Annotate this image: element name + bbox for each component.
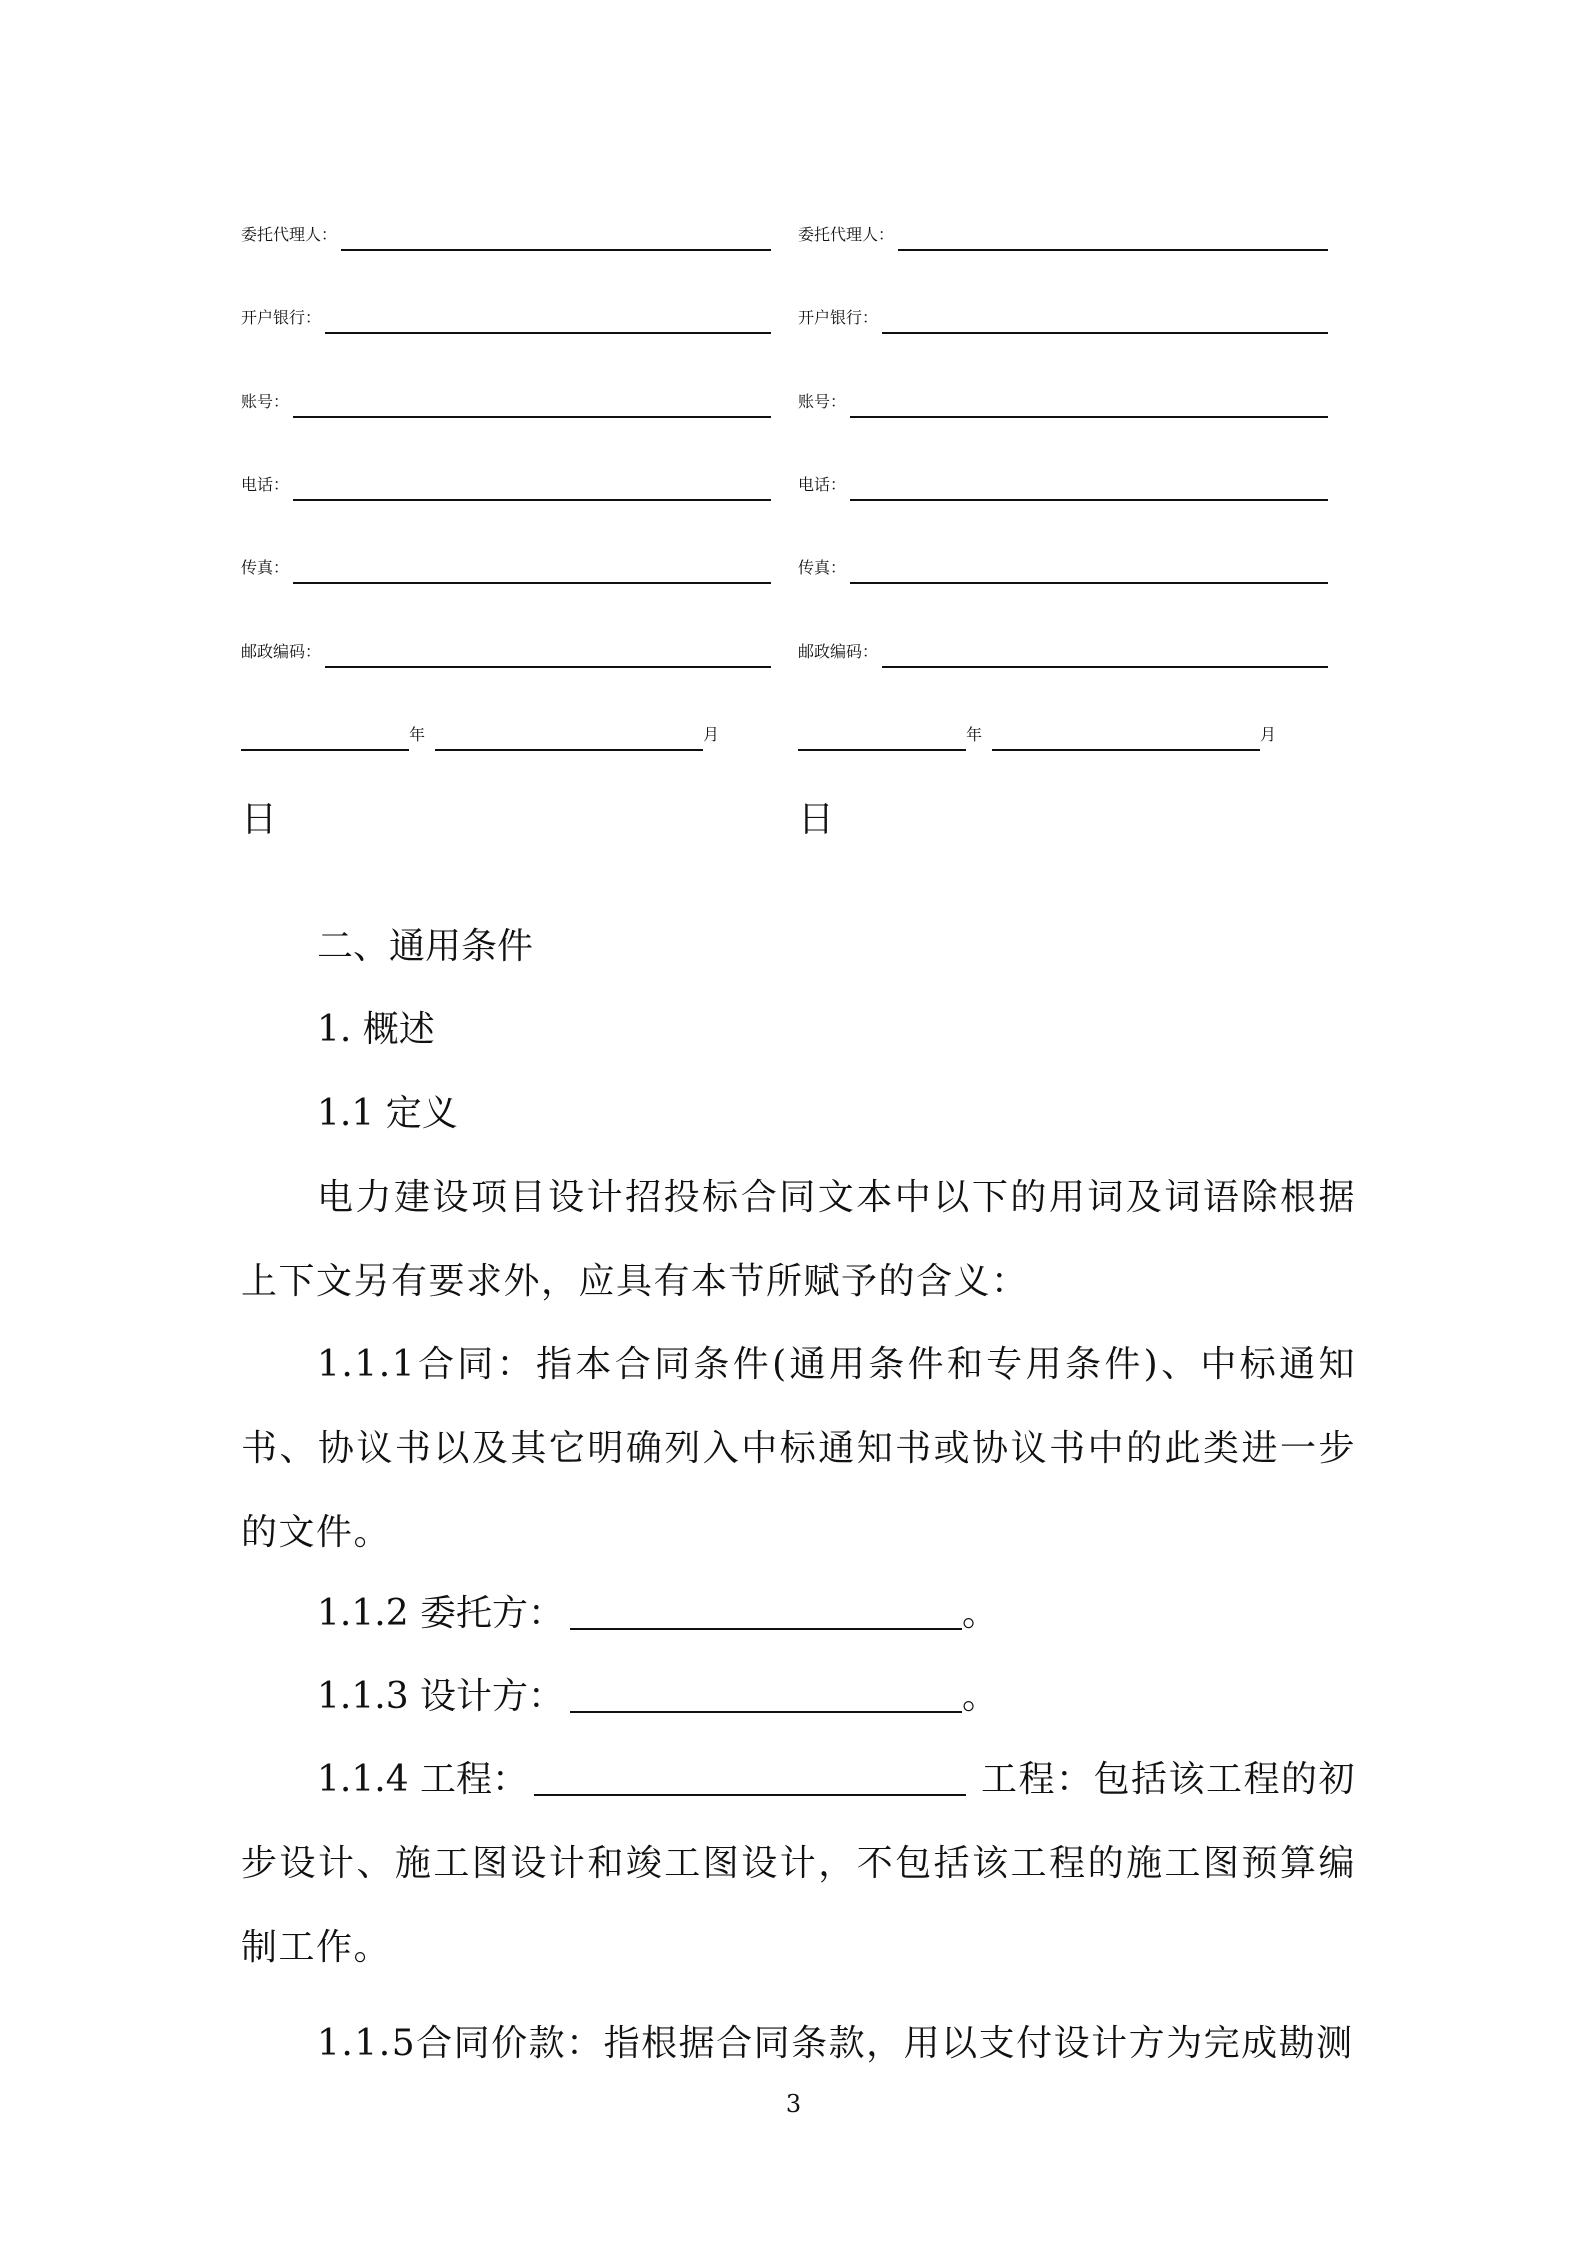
clause-end: 。 [962, 1676, 999, 1717]
field-label: 电话： [241, 475, 290, 494]
left-account-field [241, 372, 771, 432]
left-date-line [241, 705, 771, 765]
right-date-line [798, 705, 1328, 765]
blank-line [570, 1628, 962, 1630]
blank-line [293, 582, 771, 584]
field-label: 传真： [798, 558, 847, 577]
clause-label: 1.1.3 设计方： [317, 1676, 565, 1717]
subsection-title: 1. 概述 [317, 1009, 435, 1050]
clause-label: 1.1.2 委托方： [317, 1593, 565, 1634]
clause-1-1-5: 1.1.5合同价款：指根据合同条款，用以支付设计方为完成勘测 [317, 2023, 1354, 2064]
field-label: 开户银行： [241, 308, 322, 327]
blank-line [435, 749, 703, 751]
blank-line [798, 749, 966, 751]
right-bank-field [798, 288, 1328, 348]
blank-line [293, 416, 771, 418]
blank-line [850, 499, 1328, 501]
clause-end: 。 [962, 1593, 999, 1634]
left-postcode-field [241, 622, 771, 682]
blank-line [882, 332, 1328, 334]
field-label: 委托代理人： [241, 225, 338, 244]
field-label: 账号： [798, 392, 847, 411]
right-day-label: 日 [798, 799, 835, 840]
blank-line [341, 249, 771, 251]
blank-line [241, 749, 409, 751]
blank-line [992, 749, 1260, 751]
blank-line [325, 332, 771, 334]
left-day-label: 日 [241, 799, 278, 840]
right-agent-field [798, 205, 1328, 265]
blank-line [850, 416, 1328, 418]
right-account-field [798, 372, 1328, 432]
left-bank-field [241, 288, 771, 348]
field-label: 账号： [241, 392, 290, 411]
blank-line [898, 249, 1328, 251]
month-label: 月 [1260, 725, 1277, 744]
blank-line [293, 499, 771, 501]
blank-line [882, 666, 1328, 668]
year-label: 年 [409, 725, 426, 744]
field-label: 委托代理人： [798, 225, 895, 244]
clause-1-1-3 [317, 1667, 998, 1727]
intro-paragraph: 电力建设项目设计招投标合同文本中以下的用词及词语除根据上下文另有要求外，应具有本节所赋予的含义： [241, 1177, 1356, 1302]
blank-line [325, 666, 771, 668]
month-label: 月 [703, 725, 720, 744]
clause-1-1-1: 1.1.1合同：指本合同条件(通用条件和专用条件)、中标通知书、协议书以及其它明确列入中标通知书或协议书中的此类进一步的文件。 [241, 1344, 1356, 1553]
clause-label: 1.1.4 工程： [317, 1759, 529, 1800]
clause-1-1-4-text: 工程：包括该工程的初步设计、施工图设计和竣工图设计，不包括该工程的施工图预算编制工作。 [241, 1759, 1357, 1968]
section-title: 二、通用条件 [317, 926, 534, 967]
clause-title: 1.1 定义 [317, 1093, 458, 1134]
clause-1-1-2 [317, 1584, 998, 1644]
year-label: 年 [966, 725, 983, 744]
right-postcode-field [798, 622, 1328, 682]
blank-line [850, 582, 1328, 584]
field-label: 邮政编码： [798, 642, 879, 661]
field-label: 开户银行： [798, 308, 879, 327]
blank-line [570, 1711, 962, 1713]
page-number: 3 [785, 2090, 802, 2118]
right-fax-field [798, 538, 1328, 598]
left-fax-field [241, 538, 771, 598]
left-agent-field [241, 205, 771, 265]
field-label: 电话： [798, 475, 847, 494]
field-label: 传真： [241, 558, 290, 577]
left-phone-field [241, 455, 771, 515]
field-label: 邮政编码： [241, 642, 322, 661]
right-phone-field [798, 455, 1328, 515]
